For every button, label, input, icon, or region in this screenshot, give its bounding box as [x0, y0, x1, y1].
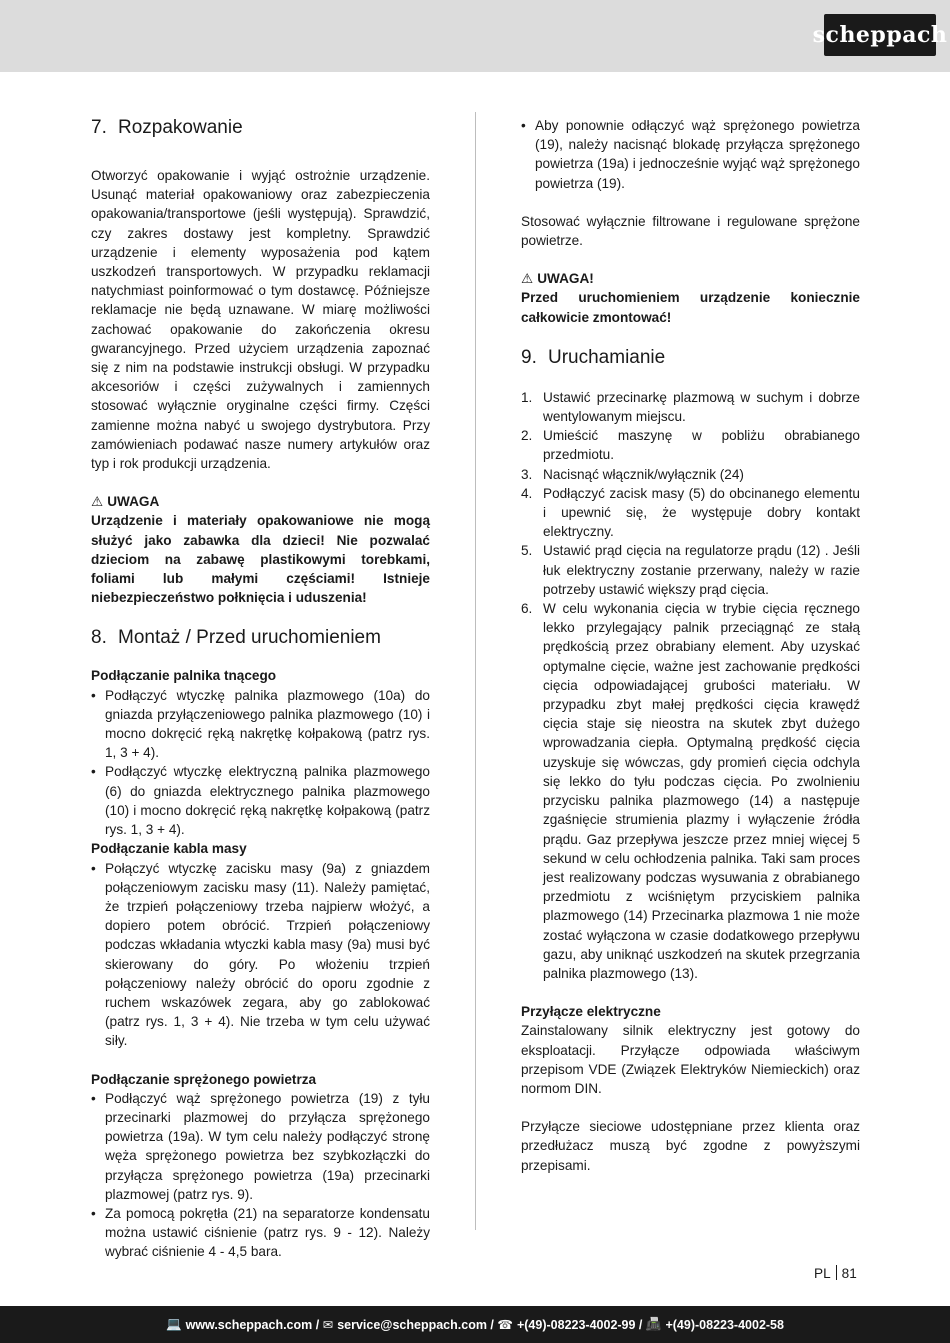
- subheading-electrical: Przyłącze elektryczne: [521, 1004, 661, 1020]
- footer-bar: [0, 1306, 950, 1343]
- phone-icon: ☎: [497, 1318, 513, 1332]
- list-item: 5. Ustawić prąd cięcia na regulatorze prądu (12) . Jeśli łuk elektryczny zostanie przerwany, należy w razie potrzeby ustawić większy prąd cięcia.: [521, 543, 860, 597]
- list-item: 3. Nacisnąć włącznik/wyłącznik (24): [521, 466, 744, 482]
- compressed-air-list: [91, 1089, 430, 1262]
- list-item: 2. Umieścić maszynę w pobliżu obrabianego przedmiotu.: [521, 428, 860, 463]
- fax-icon: 📠: [645, 1317, 662, 1331]
- ground-cable-list: [91, 859, 430, 1051]
- list-item: 4. Podłączyć zacisk masy (5) do obcinanego elementu i upewnić się, że występuje dobry kontakt elektryczny.: [521, 485, 860, 540]
- warning-title: ⚠ UWAGA: [91, 494, 160, 510]
- column-divider: [475, 112, 476, 1230]
- air-paragraph: Stosować wyłącznie filtrowane i regulowane sprężone powietrze.: [521, 213, 860, 249]
- startup-steps: [521, 388, 860, 983]
- subheading-compressed-air: Podłączanie sprężonego powietrza: [91, 1071, 317, 1087]
- page-number: PL 81: [814, 1266, 857, 1281]
- right-column: [521, 116, 860, 1175]
- warning-text: Urządzenie i materiały opakowaniowe nie mogą służyć jako zabawka dla dzieci! Nie pozwalać dzieciom na zabawę plastikowymi torebkami, foliami lub małymi częściami! Istnieje niebezpieczeństwo połknięcia i uduszenia!: [91, 513, 430, 606]
- footer-website[interactable]: www.scheppach.com /: [185, 1317, 320, 1332]
- footer-phone: +(49)-08223-4002-99 /: [516, 1317, 643, 1332]
- header-band: [0, 0, 950, 72]
- list-item: 6. W celu wykonania cięcia w trybie cięcia ręcznego lekko przylegający palnik przeciągnąć ze stałą prędkością przez obrabiany element. Aby uzyskać optymalne cięcie, ważne jest zachowanie prędkości cięcia odpowiadającej grubości materiału. W przypadku zbyt małej prędkości cięcia krawędź cięcia staje się nieostra na skutek zbyt dużego wprowadzania ciepła. Optymalną prędkość cięcia uzyskuje się wówczas, gdy promień cięcia odchyla się lekko do tyłu podczas cięcia. Po zwolnieniu przycisku palnika plazmowego (14) a następuje zgaśnięcie strumienia plazmy i wyłączenie źródła prądu. Gaz przepływa jeszcze przez mniej więcej 5 sekund w celu ochłodzenia palnika. Taki sam proces jest realizowany podczas wysuwania z obrabianego przedmiotu z wciśniętym przyciskiem palnika plazmowego (14) Przecinarka plazmowa 1 nie może zostać wyłączona w czasie dodatkowego przepływu gazu, aby uniknąć uszkodzeń na skutek przegrzania palnika plazmowego (13).: [521, 601, 860, 981]
- subheading-torch: Podłączanie palnika tnącego: [91, 668, 277, 684]
- footer-email[interactable]: service@scheppach.com /: [337, 1317, 494, 1332]
- computer-icon: 💻: [166, 1317, 182, 1331]
- electrical-paragraph-1: Zainstalowany silnik elektryczny jest gotowy do eksploatacji. Przyłącze odpowiada właściwym przepisom VDE (Związek Elektryków Niemieckich) oraz normom DIN.: [521, 1023, 860, 1096]
- warning-text: Przed uruchomieniem urządzenie koniecznie całkowicie zmontować!: [521, 290, 860, 325]
- warning-icon: ⚠: [91, 494, 104, 510]
- disconnect-list: [521, 116, 860, 193]
- list-item: • Połączyć wtyczkę zacisku masy (9a) z gniazdem połączeniowym zacisku masy (11). Należy pamiętać, że trzpień połączeniowy trzeba najpierw włożyć, a dopiero potem obrócić. Trzpień połączeniowy podczas wkładania wtyczki kabla masy (9a) musi być skierowany do góry. Po włożeniu trzpień połączeniowy należy obrócić do oporu zgodnie z ruchem wskazówek zegara, aby go zablokować (patrz rys. 1, 3 + 4). Nie trzeba w tym celu używać siły.: [91, 859, 430, 1051]
- torch-list: [91, 686, 430, 840]
- list-item: 1. Ustawić przecinarkę plazmową w suchym i dobrze wentylowanym miejscu.: [521, 389, 860, 425]
- list-item: • Podłączyć wtyczkę elektryczną palnika plazmowego (6) do gniazda elektrycznego palnika plazmowego (10) i mocno dokręcić ręką nakrętkę kołpakową (patrz rys. 1, 3 + 4).: [91, 762, 430, 839]
- list-item: • Za pomocą pokrętła (21) na separatorze kondensatu można ustawić ciśnienie (patrz rys. 9 - 12). Należy wybrać ciśnienie 4 - 4,5 bara.: [91, 1204, 430, 1262]
- footer-fax: +(49)-08223-4002-58: [665, 1317, 784, 1332]
- section-7-heading: 7. Rozpakowanie: [91, 117, 243, 138]
- list-item: • Podłączyć wtyczkę palnika plazmowego (10a) do gniazda przyłączeniowego palnika plazmowego (10) i mocno dokręcić ręką nakrętkę kołpakową (patrz rys. 1, 3 + 4).: [91, 686, 430, 763]
- list-item: • Podłączyć wąż sprężonego powietrza (19) z tyłu przecinarki plazmowej do przyłącza sprężonego powietrza (19a). W tym celu należy podłączyć stronę węża sprężonego powietrza bez szybkozłączki do przyłącza sprężonego powietrza (19a) przecinarki plazmowej (patrz rys. 9).: [91, 1089, 430, 1204]
- section-9-heading: 9. Uruchamianie: [521, 346, 666, 368]
- list-item: • Aby ponownie odłączyć wąż sprężonego powietrza (19), należy nacisnąć blokadę przyłącza sprężonego powietrza (19a) i jednocześnie wyjąć wąż sprężonego powietrza (19).: [521, 116, 860, 193]
- section-7-paragraph: Otworzyć opakowanie i wyjąć ostrożnie urządzenie. Usunąć materiał opakowaniowy oraz zabezpieczenia opakowania/transportowe (jeśli występują). Sprawdzić, czy zakres dostawy jest kompletny. Sprawdzić urządzenie i elementy wyposażenia pod kątem uszkodzeń transportowych. W przypadku reklamacji natychmiast poinformować o tym dostawcę. Późniejsze reklamacje nie będą uznawane. W miarę możliwości zachować opakowanie do zakończenia okresu gwarancyjnego. Przed użyciem urządzenia zapoznać się z nim na podstawie instrukcji obsługi. W przypadku akcesoriów i części zużywalnych i zamiennych stosować wyłącznie oryginalne części firmy. Części zamienne można nabyć u swojego dystrybutora. Przy zamówieniach podawać nasze numery artykułów oraz typ i rok produkcji urządzenia.: [91, 168, 430, 472]
- left-column: [91, 116, 430, 1262]
- subheading-ground-cable: Podłączanie kabla masy: [91, 841, 247, 857]
- section-8-heading: 8. Montaż / Przed uruchomieniem: [91, 627, 381, 649]
- scheppach-logo: scheppach: [824, 14, 936, 56]
- mail-icon: ✉: [322, 1318, 334, 1332]
- warning-title: ⚠ UWAGA!: [521, 271, 594, 287]
- warning-icon: ⚠: [521, 271, 534, 287]
- electrical-paragraph-2: Przyłącze sieciowe udostępniane przez klienta oraz przedłużacz muszą być zgodne z powyższymi przepisami.: [521, 1119, 860, 1173]
